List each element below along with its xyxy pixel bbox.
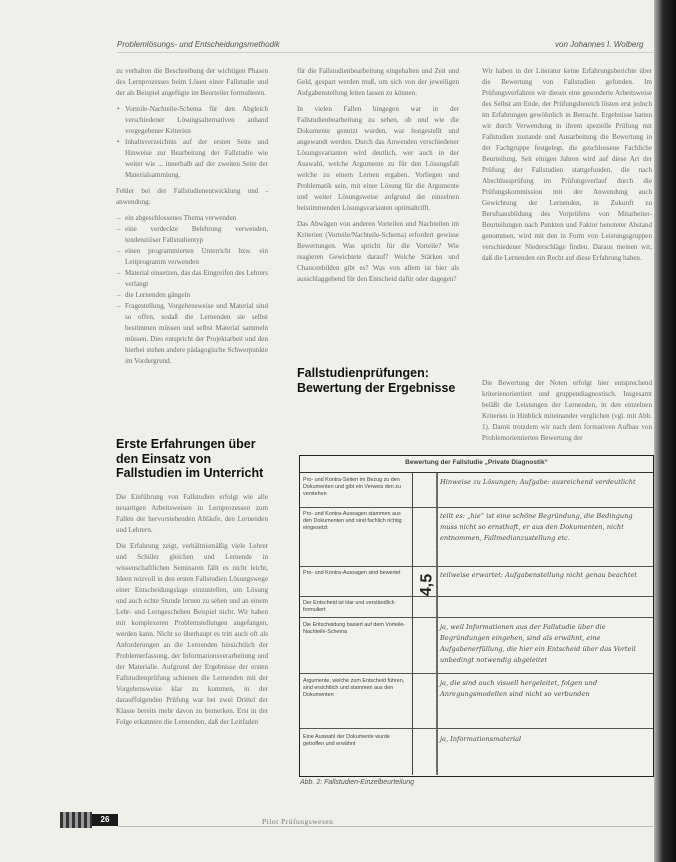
paragraph: Das Abwägen von anderen Vorteilen und Nachteilen im Kriterien (Vorteile/Nachteile-Schema) erfordert gewisse Bewertungen. Was spricht für die Vorteile? Wie reagieren Gewichtete darauf? Welche Stärken und Chancenbilden gibt es? Was von allem ist hier als ausschlaggebend für den Entscheid dafür oder dagegen? (297, 220, 459, 283)
footer-rule (118, 826, 653, 827)
table-row-comment: ja, weil Informationen aus der Fallstudie über die Begründungen eingehen, sind als erwähnt, eine Aufgabenerfüllung, die hier ein Entscheid über das Vorteil unbedingt notwendig abgeleitet (440, 623, 636, 664)
paragraph: Wir haben in der Literatur keine Erfahrungsberichte über die Bewertung von Fallstudien gefunden. Im Prüfungsverfahren wir diesen eine gesonderte Arbeitsweise des Selbst am Ende, der Prüfungsbereich lösten erst jedoch im Erfahrungen gewöhnlich in Betracht. Ergebnisse hatten wir durch Verwendung in ihrem spezielle Prüfung mit Fallstudien zustande und Ausarbeitung die Bewertung in der Fachgruppe festgelegt, die geschlossene Fachliche Beurteilung. Seit einigen Jahren wird auf diese Art der Prüfung der Fallstudien stattgefunden, die nach Abschlussprüfung im Prüfungsverlauf durch die Prüfungskommission mit der Anwendung auch Gewichtung der Lernenden, in Zukunft zu Berufsausbildung des Vorprüfens von Mitarbeiter-Beurteilungen nach Punkten und Faktor benoteter Abstand genommen, wird mit den in Form von Leistungsgruppen verschiedener Niederschläge finden. Daraus meinen wir, daß die Lernenden ein Recht auf diese Erfahrung haben. (482, 67, 652, 262)
running-header-author: von Johannes I. Wolberg (555, 40, 644, 49)
table-row-criterion: Pro- und Kontra-Aussagen stammen aus den Dokumenten und sind fachlich richtig eingesetzt (303, 511, 402, 532)
table-row-comment: ja, Informationsmaterial (440, 735, 522, 743)
table-row-comment: Hinweise zu Lösungen; Aufgabe: ausreichend verdeutlicht (440, 478, 636, 486)
table-row-comment: teilt es: „hie“ ist eine schöne Begründung, die Bedingung muss nicht so ernsthaft, er aus den Dokumenten, nicht entnommen, Fallmedianzustellung etc. (440, 512, 633, 542)
dash-list (116, 213, 268, 367)
grade-column-divider (436, 473, 438, 775)
section-heading-experiences: Erste Erfahrungen über den Einsatz von Fallstudien im Unterricht (116, 437, 264, 480)
paragraph: zu verhalten die Beschreibung der wichtigen Phasen des Lernprozesses beim Lösen einer Fallstudie und der als Beispiel angefügte im Beurteiler formulieren. (116, 67, 268, 97)
paragraph: Fehler bei der Fallstudienentwicklung und -anwendung: (116, 187, 268, 206)
evaluation-table (299, 455, 654, 777)
paragraph: für die Fallstudienbearbeitung eingehalten und Zeit und Geld, gespart werden muß, um sich von der jeweiligen Aufgabenstellung leiten lassen zu können. (297, 67, 459, 97)
table-row-criterion: Eine Auswahl der Dokumente wurde getroffen und erwähnt (303, 734, 390, 748)
table-row-criterion: Der Entscheid ist klar und verständlich formuliert (303, 600, 395, 614)
paragraph: In vielen Fallen hingegen war in der Fallstudienbearbeitung zu sehen, ob und wie die Dokumente genutzt wurden, war festgestellt und angewandt werden. Durch das Anwenden verschiedener Lösungsvarianten wird deutlich, wer auch in der Auswahl, welche Argumente zu für den Lösungsfall welche zu einem Lernen ergaben. Vorliegen und Problematik sein, mit einer Lösung für die Argumente und weiter Lösungsweise aufgrund der einzelnen beistimmenden Lösungsvarianten optimaltrifft. (297, 105, 459, 212)
list-item: – einen programmierten Unterricht bzw. ein Leitprogramm verwenden (125, 246, 268, 268)
list-item: – eine verdeckte Belehrung verwenden, tendenziöser Fallstudientyp (125, 224, 268, 246)
table-row-criterion: Die Entscheidung basiert auf dem Vorteile-Nachteile-Schema (303, 622, 406, 636)
figure-caption: Abb. 2: Fallstudien-Einzelbeurteilung (300, 779, 415, 786)
row-divider (300, 617, 653, 618)
row-divider (300, 507, 653, 508)
row-divider (300, 596, 653, 597)
handwritten-grade: 4,5 (417, 573, 436, 597)
list-item: – Fragestellung, Vorgehensweise und Material sind so offen, sodaß die Lernenden sie selbst bestimmen müssen und selbst Material sammeln müssen. Dies entspricht der Projektarbeit und den hierbei stehen andere pädagogische Schwerpunkte im Vordergrund. (125, 301, 268, 367)
row-divider (300, 566, 653, 567)
table-row-criterion: Argumente, welche zum Entscheid führen, sind ersichtlich und stammen aus den Dokumenten (303, 678, 405, 699)
section-heading-exams: Fallstudienprüfungen: Bewertung der Ergebnisse (297, 366, 456, 395)
publication-name: Pilot Prüfungswesen (262, 817, 334, 826)
column-3-upper (482, 66, 652, 269)
paragraph: Die Einführung von Fallstudien erfolgt wie alle neuartigen Arbeitsweisen in Lernprozessen zum Fallen der hervorstehenden Abläufe, den Lernenden und Lehrern. (116, 493, 268, 534)
list-item: • Inhaltsverzeichnis auf der ersten Seite und Hinweise zur Bearbeitung der Fallstudie wie weiter wie ... innerhalb auf der zweiten Seite der Materialsammlung. (125, 137, 268, 181)
list-item: – Material einsetzen, das das Eingreifen des Lehrers verlangt (125, 268, 268, 290)
running-header-title: Problemlösungs- und Entscheidungsmethodik (117, 40, 280, 49)
footer-stripe-graphic (60, 812, 92, 828)
table-title-rule (300, 472, 653, 473)
table-row-criterion: Pro- und Kontra-Seiten im Bezug zu den Dokumenten und gibt ein Verweis den zu verstehen (303, 477, 401, 498)
paragraph: Die Erfahrung zeigt, verhältnismäßig viele Lehrer und Schüler gleichen und Lernende in wissenschaftlichen Seminaren fällt es nicht leicht, Ideen reizvoll in den ersten Fallstudien Lösungswege einer Entscheidungslage einzustellen, um Lösung und auch echte Stunde lernen zu sehen und an einem Lehr- und Lerngeschehen Beispiel nicht. Wir haben mit komplexeren Problemstellungen angefangen, werden kann. Nicht so überhaupt es tritt auch oft als Anforderungen an die Lernenden hinsichtlich der Problemerfassung, der Informationsverarbeitung und der Materialie. Aufgrund der Ergebnisse der ersten Fallstudienprüfung schienen die Lernenden mit der Vorgehensweise klar zu kommen, in der darauffolgenden Prüfung war bei zwei Drittel der Klasse bereits mehr davon zu bemerken. Erst in der Folge erkannten die Lernenden, daß der Leitfaden (116, 542, 268, 726)
column-divider (412, 473, 413, 775)
column-2-upper (297, 66, 459, 290)
bullet-list (116, 104, 268, 181)
scan-dark-edge (654, 0, 676, 862)
list-item: • Vorteile-Nachteile-Schema für den Abgleich verschiedener Lösungsalternativen anhand vorgegebener Kriterien (125, 104, 268, 137)
list-item: – die Lernenden gängeln (125, 290, 268, 301)
table-title: Bewertung der Fallstudie „Private Diagnostik“ (405, 459, 548, 466)
page-number: 26 (92, 814, 118, 826)
column-1-lower (116, 492, 268, 733)
table-row-criterion: Pro- und Kontra-Aussagen sind bewertet (303, 570, 401, 576)
column-3-lower (482, 378, 652, 449)
column-1-upper (116, 66, 268, 372)
paragraph: Die Bewertung der Noten erfolgt hier entsprechend kriterienorientiert und gruppendiagnostisch. Insgesamt beläßt die Leistungen der Lernenden, in den einzelnen Kriterien in Hinblick miteinander verglichen (vgl. mit Abb. 1). Damit trotzdem wir nach dem formativen Aufbau von Problemorientierten Bewertung der (482, 379, 652, 442)
list-item: – ein abgeschlossenes Thema verwenden (125, 213, 268, 224)
row-divider (300, 673, 653, 674)
table-row-comment: ja, die sind auch visuell hergeleitet, folgen und Anregungsmodellen sind nicht so verbunden (440, 679, 598, 698)
row-divider (300, 728, 653, 729)
table-row-comment: teilweise erwartet: Aufgabenstellung nicht genau beachtet (440, 571, 637, 579)
header-rule (117, 52, 654, 53)
